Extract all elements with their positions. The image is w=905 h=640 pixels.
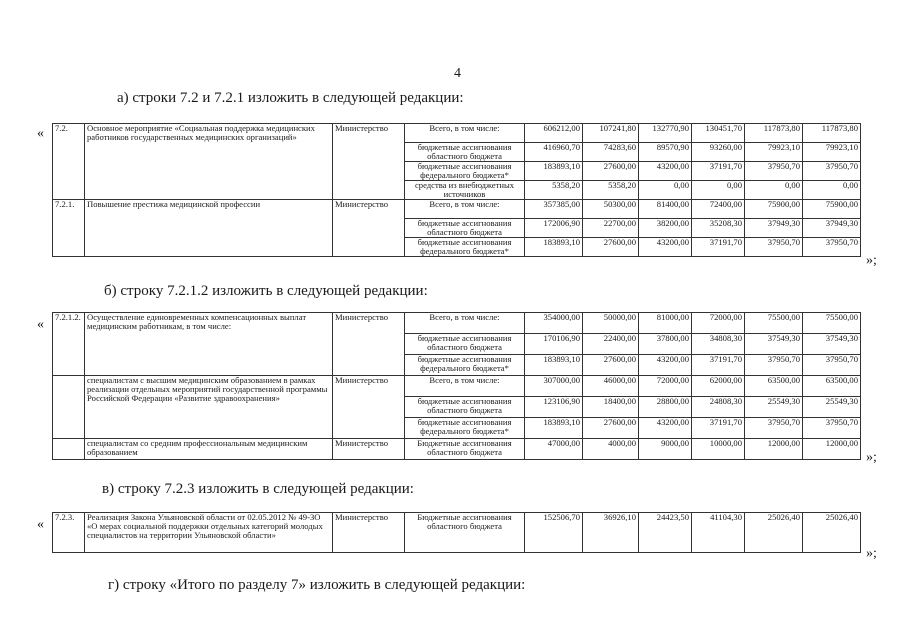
amount-cell: 37950,70 — [745, 238, 803, 257]
amount-cell: 37191,70 — [692, 355, 745, 376]
amount-cell: 357385,00 — [525, 200, 583, 219]
amount-cell: 123106,90 — [525, 397, 583, 418]
row-description: специалистам с высшим медицинским образованием в рамках реализации отдельных мероприятий государственной программы Российской Федерации «Развитие здравоохранения» — [85, 376, 333, 439]
amount-cell: 27600,00 — [583, 418, 639, 439]
amount-cell: 79923,10 — [803, 143, 861, 162]
amount-cell: 43200,00 — [639, 355, 692, 376]
amount-cell: 0,00 — [803, 181, 861, 200]
amount-cell: 107241,80 — [583, 124, 639, 143]
amount-cell: 183893,10 — [525, 238, 583, 257]
amount-cell: 24423,50 — [639, 513, 692, 553]
row-code: 7.2. — [53, 124, 85, 200]
amount-cell: 183893,10 — [525, 162, 583, 181]
amount-cell: 37549,30 — [803, 334, 861, 355]
amount-cell: 81400,00 — [639, 200, 692, 219]
amount-cell: 74283,60 — [583, 143, 639, 162]
row-executor: Министерство — [333, 513, 405, 553]
row-executor: Министерство — [333, 124, 405, 200]
amount-cell: 34808,30 — [692, 334, 745, 355]
row-code: 7.2.3. — [53, 513, 85, 553]
funding-source: бюджетные ассигнования областного бюджета — [405, 219, 525, 238]
amount-cell: 130451,70 — [692, 124, 745, 143]
amount-cell: 43200,00 — [639, 238, 692, 257]
row-code: 7.2.1. — [53, 200, 85, 257]
amount-cell: 0,00 — [692, 181, 745, 200]
amount-cell: 37191,70 — [692, 162, 745, 181]
amount-cell: 37950,70 — [803, 238, 861, 257]
funding-source: бюджетные ассигнования федерального бюджета* — [405, 355, 525, 376]
funding-source: бюджетные ассигнования федерального бюджета* — [405, 418, 525, 439]
table-row — [53, 124, 861, 143]
amount-cell: 25026,40 — [803, 513, 861, 553]
row-code — [53, 376, 85, 439]
amount-cell: 47000,00 — [525, 439, 583, 460]
amount-cell: 25026,40 — [745, 513, 803, 553]
funding-source: Всего, в том числе: — [405, 313, 525, 334]
table-row — [53, 376, 861, 397]
amount-cell: 25549,30 — [803, 397, 861, 418]
quote-open-a: « — [37, 126, 44, 141]
amount-cell: 89570,90 — [639, 143, 692, 162]
amount-cell: 75500,00 — [803, 313, 861, 334]
table-row — [53, 200, 861, 219]
table-row — [53, 313, 861, 334]
amount-cell: 117873,80 — [803, 124, 861, 143]
amount-cell: 170106,90 — [525, 334, 583, 355]
amount-cell: 152506,70 — [525, 513, 583, 553]
amount-cell: 183893,10 — [525, 355, 583, 376]
row-description: Осуществление единовременных компенсационных выплат медицинским работникам, в том числе: — [85, 313, 333, 376]
amount-cell: 18400,00 — [583, 397, 639, 418]
quote-open-b: « — [37, 317, 44, 332]
funding-source: Бюджетные ассигнования областного бюджета — [405, 439, 525, 460]
funding-source: бюджетные ассигнования федерального бюджета* — [405, 238, 525, 257]
amount-cell: 35208,30 — [692, 219, 745, 238]
table-section-b — [52, 312, 861, 460]
amount-cell: 93260,00 — [692, 143, 745, 162]
amount-cell: 50000,00 — [583, 313, 639, 334]
quote-close-b: »; — [866, 450, 877, 465]
row-executor: Министерство — [333, 200, 405, 257]
amount-cell: 28800,00 — [639, 397, 692, 418]
amount-cell: 27600,00 — [583, 238, 639, 257]
amount-cell: 72400,00 — [692, 200, 745, 219]
amount-cell: 12000,00 — [745, 439, 803, 460]
amount-cell: 307000,00 — [525, 376, 583, 397]
row-code — [53, 439, 85, 460]
amount-cell: 62000,00 — [692, 376, 745, 397]
row-executor: Министерство — [333, 376, 405, 439]
amount-cell: 37800,00 — [639, 334, 692, 355]
amount-cell: 0,00 — [639, 181, 692, 200]
funding-source: Всего, в том числе: — [405, 200, 525, 219]
amount-cell: 37950,70 — [745, 162, 803, 181]
amount-cell: 37949,30 — [745, 219, 803, 238]
amount-cell: 37549,30 — [745, 334, 803, 355]
amount-cell: 183893,10 — [525, 418, 583, 439]
amount-cell: 43200,00 — [639, 418, 692, 439]
amount-cell: 37950,70 — [745, 355, 803, 376]
amount-cell: 38200,00 — [639, 219, 692, 238]
amount-cell: 354000,00 — [525, 313, 583, 334]
row-code: 7.2.1.2. — [53, 313, 85, 376]
amount-cell: 37949,30 — [803, 219, 861, 238]
row-description: Повышение престижа медицинской профессии — [85, 200, 333, 257]
amount-cell: 12000,00 — [803, 439, 861, 460]
amount-cell: 27600,00 — [583, 162, 639, 181]
table-row — [53, 513, 861, 553]
heading-section-c: в) строку 7.2.3 изложить в следующей редакции: — [102, 481, 414, 497]
funding-source: Всего, в том числе: — [405, 376, 525, 397]
row-description: Основное мероприятие «Социальная поддержка медицинских работников государственных медицинских организаций» — [85, 124, 333, 200]
funding-source: Бюджетные ассигнования областного бюджета — [405, 513, 525, 553]
amount-cell: 4000,00 — [583, 439, 639, 460]
amount-cell: 22700,00 — [583, 219, 639, 238]
amount-cell: 22400,00 — [583, 334, 639, 355]
table-section-a — [52, 123, 861, 257]
heading-section-b: б) строку 7.2.1.2 изложить в следующей редакции: — [104, 283, 428, 299]
amount-cell: 50300,00 — [583, 200, 639, 219]
amount-cell: 63500,00 — [803, 376, 861, 397]
amount-cell: 46000,00 — [583, 376, 639, 397]
amount-cell: 36926,10 — [583, 513, 639, 553]
heading-section-a: а) строки 7.2 и 7.2.1 изложить в следующей редакции: — [117, 90, 464, 106]
funding-source: бюджетные ассигнования федерального бюджета* — [405, 162, 525, 181]
amount-cell: 27600,00 — [583, 355, 639, 376]
amount-cell: 37950,70 — [745, 418, 803, 439]
table-section-c — [52, 512, 861, 553]
amount-cell: 0,00 — [745, 181, 803, 200]
amount-cell: 75900,00 — [745, 200, 803, 219]
amount-cell: 37950,70 — [803, 162, 861, 181]
amount-cell: 25549,30 — [745, 397, 803, 418]
row-description: Реализация Закона Ульяновской области от 02.05.2012 № 49-ЗО «О мерах социальной поддержки отдельных категорий молодых специалистов на территории Ульяновской области» — [85, 513, 333, 553]
quote-close-c: »; — [866, 546, 877, 561]
funding-source: средства из внебюджетных источников — [405, 181, 525, 200]
amount-cell: 416960,70 — [525, 143, 583, 162]
amount-cell: 75900,00 — [803, 200, 861, 219]
amount-cell: 5358,20 — [583, 181, 639, 200]
funding-source: Всего, в том числе: — [405, 124, 525, 143]
amount-cell: 63500,00 — [745, 376, 803, 397]
row-executor: Министерство — [333, 313, 405, 376]
amount-cell: 37191,70 — [692, 418, 745, 439]
amount-cell: 79923,10 — [745, 143, 803, 162]
quote-open-c: « — [37, 517, 44, 532]
funding-source: бюджетные ассигнования областного бюджета — [405, 334, 525, 355]
funding-source: бюджетные ассигнования областного бюджета — [405, 397, 525, 418]
amount-cell: 72000,00 — [639, 376, 692, 397]
amount-cell: 9000,00 — [639, 439, 692, 460]
amount-cell: 72000,00 — [692, 313, 745, 334]
page-number: 4 — [454, 66, 461, 81]
quote-close-a: »; — [866, 253, 877, 268]
amount-cell: 132770,90 — [639, 124, 692, 143]
funding-source: бюджетные ассигнования областного бюджета — [405, 143, 525, 162]
amount-cell: 172006,90 — [525, 219, 583, 238]
table-row — [53, 439, 861, 460]
row-executor: Министерство — [333, 439, 405, 460]
amount-cell: 75500,00 — [745, 313, 803, 334]
amount-cell: 43200,00 — [639, 162, 692, 181]
amount-cell: 81000,00 — [639, 313, 692, 334]
amount-cell: 117873,80 — [745, 124, 803, 143]
row-description: специалистам со средним профессиональным медицинским образованием — [85, 439, 333, 460]
amount-cell: 41104,30 — [692, 513, 745, 553]
amount-cell: 606212,00 — [525, 124, 583, 143]
amount-cell: 24808,30 — [692, 397, 745, 418]
heading-section-d: г) строку «Итого по разделу 7» изложить в следующей редакции: — [108, 577, 526, 593]
amount-cell: 10000,00 — [692, 439, 745, 460]
amount-cell: 5358,20 — [525, 181, 583, 200]
amount-cell: 37191,70 — [692, 238, 745, 257]
amount-cell: 37950,70 — [803, 355, 861, 376]
amount-cell: 37950,70 — [803, 418, 861, 439]
